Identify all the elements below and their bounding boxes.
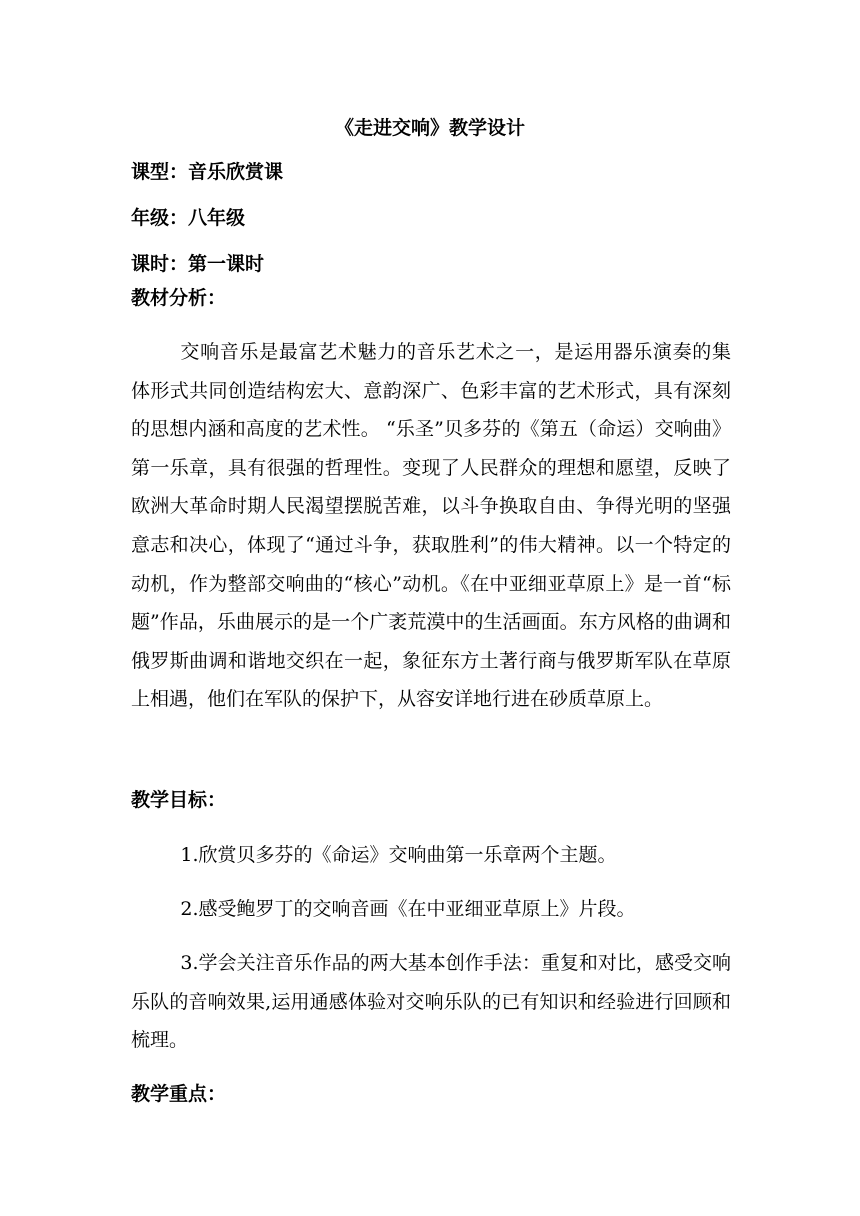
analysis-paragraph: 交响音乐是最富艺术魅力的音乐艺术之一，是运用器乐演奏的集体形式共同创造结构宏大、意韵深广、色彩丰富的艺术形式，具有深刻的思想内涵和高度的艺术性。 “乐圣”贝多芬的《第五（命运）交响曲》第一乐章，具有很强的哲理性。变现了人民群众的理想和愿望，反映了欧洲大革命时期人民渴望摆脱苦难，以斗争换取自由、争得光明的坚强意志和决心，体现了“通过斗争，获取胜利”的伟大精神。以一个特定的动机，作为整部交响曲的“核心”动机。《在中亚细亚草原上》是一首“标题”作品，乐曲展示的是一个广袤荒漠中的生活画面。东方风格的曲调和俄罗斯曲调和谐地交织在一起，象征东方土著行商与俄罗斯军队在草原上相遇，他们在军队的保护下，从容安详地行进在砂质草原上。 [131,341,731,711]
objective-item-1: 1.欣赏贝多芬的《命运》交响曲第一乐章两个主题。 [180,844,617,866]
class-period: 课时：第一课时 [131,253,265,275]
grade: 年级：八年级 [131,207,246,229]
analysis-heading: 教材分析： [131,287,227,309]
objectives-heading: 教学目标： [131,789,227,811]
key-points-heading: 教学重点： [131,1083,227,1105]
objective-item-3: 3.学会关注音乐作品的两大基本创作手法：重复和对比，感受交响乐队的音响效果,运用通感体验对交响乐队的已有知识和经验进行回顾和梳理。 [131,952,731,1052]
objective-item-2: 2.感受鲍罗丁的交响音画《在中亚细亚草原上》片段。 [180,898,636,920]
document-title: 《走进交响》教学设计 [334,117,525,139]
course-type: 课型：音乐欣赏课 [131,161,284,183]
